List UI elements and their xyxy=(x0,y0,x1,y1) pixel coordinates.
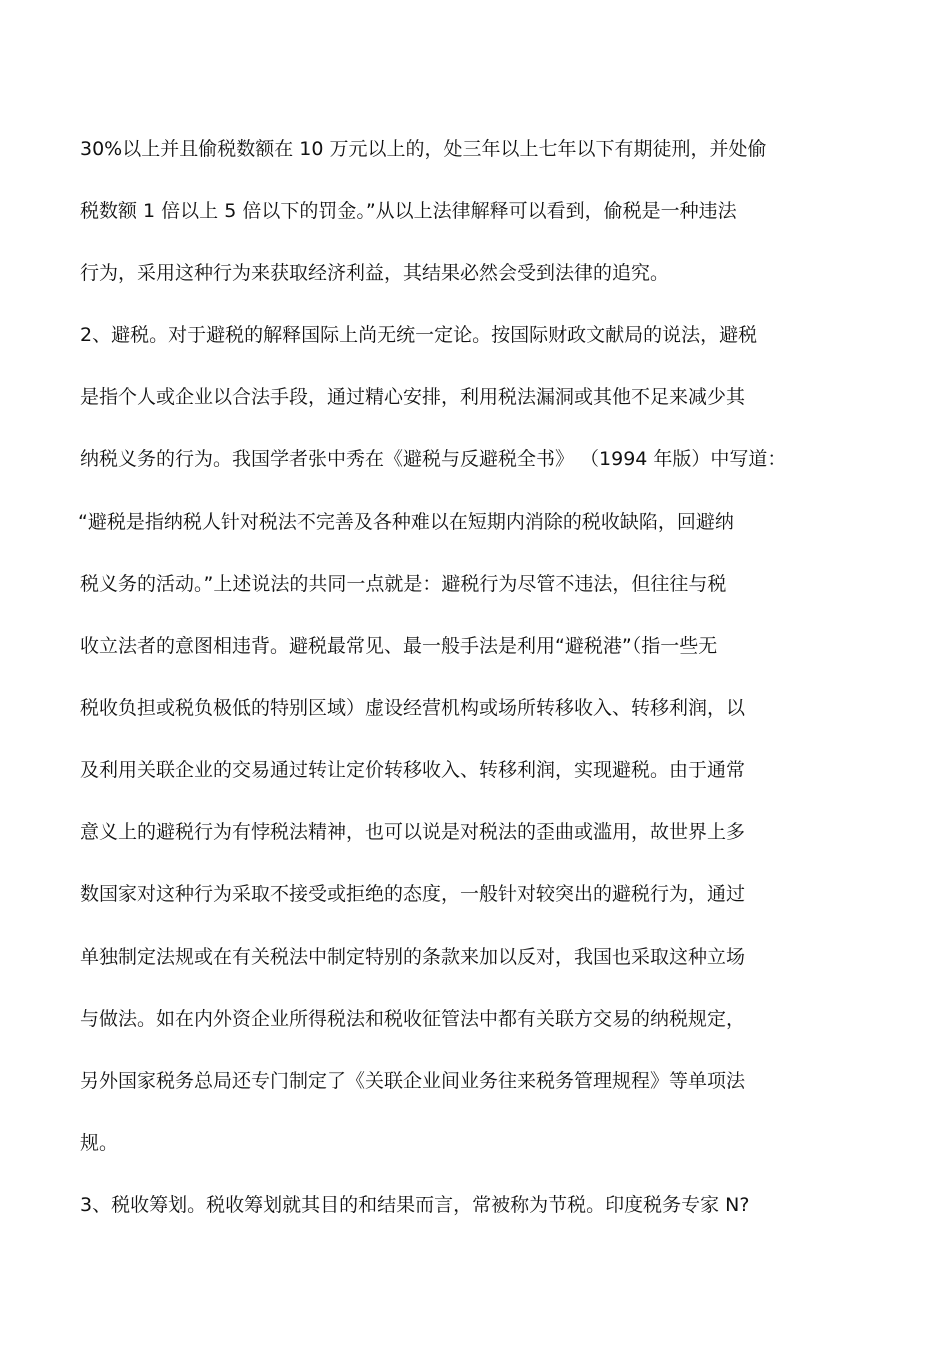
text-line: 3、税收筹划。税收筹划就其目的和结果而言，常被称为节税。印度税务专家 N? xyxy=(80,1194,750,1216)
text-line: “避税是指纳税人针对税法不完善及各种难以在短期内消除的税收缺陷，回避纳 xyxy=(78,511,734,533)
text-line: 收立法者的意图相违背。避税最常见、最一般手法是利用“避税港”（指一些无 xyxy=(80,635,718,657)
text-line: 与做法。如在内外资企业所得税法和税收征管法中都有关联方交易的纳税规定， xyxy=(80,1008,746,1030)
text-line: 数国家对这种行为采取不接受或拒绝的态度，一般针对较突出的避税行为，通过 xyxy=(80,883,746,905)
text-line: 另外国家税务总局还专门制定了《关联企业间业务往来税务管理规程》等单项法 xyxy=(80,1070,746,1092)
text-line: 税义务的活动。”上述说法的共同一点就是：避税行为尽管不违法，但往往与税 xyxy=(80,573,727,595)
text-line: 是指个人或企业以合法手段，通过精心安排，利用税法漏洞或其他不足来减少其 xyxy=(80,386,746,408)
text-line: 纳税义务的行为。我国学者张中秀在《避税与反避税全书》 （1994 年版）中写道： xyxy=(80,448,787,470)
text-line: 税收负担或税负极低的特别区域）虚设经营机构或场所转移收入、转移利润，以 xyxy=(80,697,746,719)
text-line: 及利用关联企业的交易通过转让定价转移收入、转移利润，实现避税。由于通常 xyxy=(80,759,746,781)
text-line: 2、避税。对于避税的解释国际上尚无统一定论。按国际财政文献局的说法，避税 xyxy=(80,324,758,346)
text-line: 30%以上并且偷税数额在 10 万元以上的，处三年以上七年以下有期徒刑，并处偷 xyxy=(80,138,767,160)
text-line: 规。 xyxy=(80,1132,119,1154)
text-line: 行为，采用这种行为来获取经济利益，其结果必然会受到法律的追究。 xyxy=(80,262,670,284)
text-line: 单独制定法规或在有关税法中制定特别的条款来加以反对，我国也采取这种立场 xyxy=(80,946,746,968)
text-line: 意义上的避税行为有悖税法精神，也可以说是对税法的歪曲或滥用，故世界上多 xyxy=(80,821,746,843)
text-line: 税数额 1 倍以上 5 倍以下的罚金。”从以上法律解释可以看到，偷税是一种违法 xyxy=(80,200,737,222)
